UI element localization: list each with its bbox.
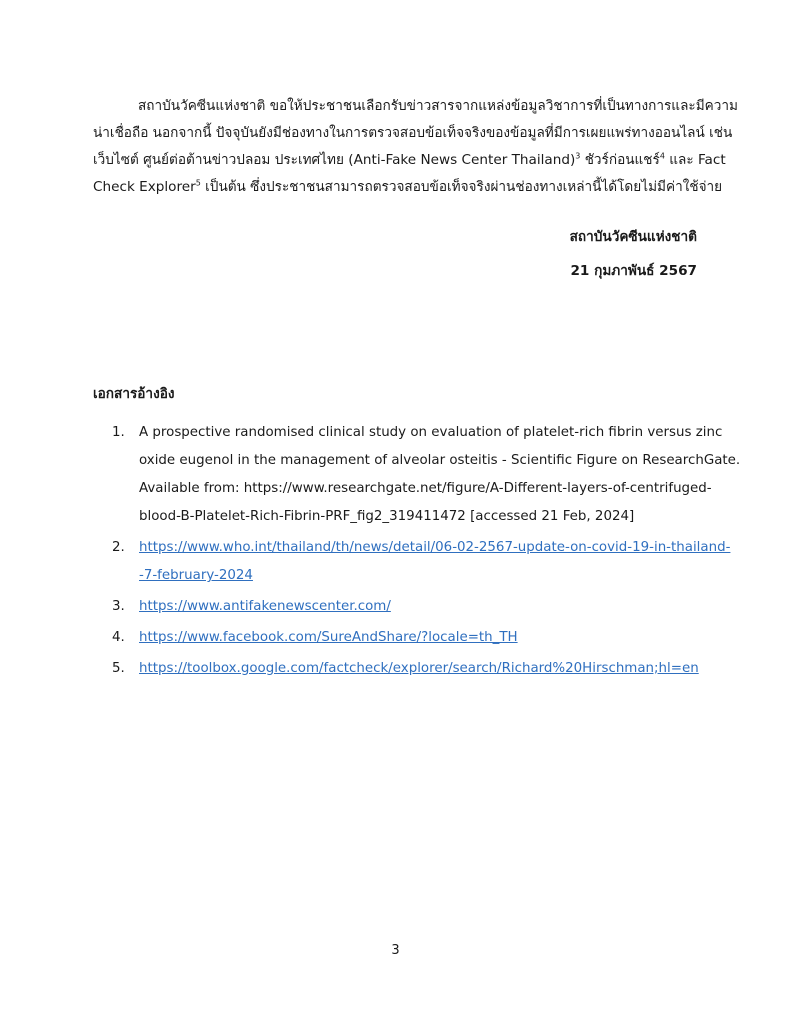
footnote-marker-3: 3 [575, 151, 581, 161]
reference-item-5 [112, 655, 698, 683]
reference-text [139, 624, 698, 652]
references-heading: เอกสารอ้างอิง [93, 386, 175, 402]
reference-item-4 [112, 624, 698, 652]
reference-1-line-4: blood-B-Platelet-Rich-Fibrin-PRF_fig2_319411472 [accessed 21 Feb, 2024] [139, 509, 635, 524]
reference-number: 1. [112, 425, 125, 440]
reference-1-line-2: oxide eugenol in the management of alveolar osteitis - Scientific Figure on ResearchGate. [139, 453, 741, 468]
reference-number: 3. [112, 599, 125, 614]
footnote-marker-4: 4 [659, 151, 665, 161]
reference-link-facebook[interactable]: https://www.facebook.com/SureAndShare/?locale=th_TH [139, 630, 518, 645]
reference-text [139, 593, 698, 621]
page-number: 3 [391, 943, 400, 958]
reference-text [139, 655, 698, 683]
reference-item-3 [112, 593, 698, 621]
reference-text [139, 419, 741, 531]
references-list [112, 419, 741, 686]
reference-item-2 [112, 534, 731, 590]
reference-link-google-factcheck[interactable]: https://toolbox.google.com/factcheck/explorer/search/Richard%20Hirschman;hl=en [139, 661, 699, 676]
paragraph-line-2: น่าเชื่อถือ นอกจากนี้ ปัจจุบันยังมีช่องทางในการตรวจสอบข้อเท็จจริงของข้อมูลที่มีการเผยแพร่ทางออนไลน์ เช่น [93, 125, 733, 141]
reference-link-antifakenews[interactable]: https://www.antifakenewscenter.com/ [139, 599, 391, 614]
reference-number: 2. [112, 540, 125, 555]
paragraph-line-3-part-a: เว็บไซต์ ศูนย์ต่อต้านข่าวปลอม ประเทศไทย (Anti-Fake News Center Thailand) [93, 152, 576, 168]
reference-1-line-1: A prospective randomised clinical study on evaluation of platelet-rich fibrin versus zinc [139, 425, 723, 440]
reference-link-who[interactable] [139, 534, 731, 590]
footnote-marker-5: 5 [195, 178, 201, 188]
paragraph-line-3-part-b: ชัวร์ก่อนแชร์ [580, 152, 660, 168]
paragraph-line-4-part-a: Check Explorer [93, 179, 196, 195]
paragraph-line-4 [93, 174, 723, 201]
signature-date: 21 กุมภาพันธ์ 2567 [570, 263, 697, 279]
reference-item-1 [112, 419, 741, 531]
signature-organization: สถาบันวัคซีนแห่งชาติ [569, 229, 697, 245]
reference-number: 4. [112, 630, 125, 645]
paragraph-line-4-part-b: เป็นต้น ซึ่งประชาชนสามารถตรวจสอบข้อเท็จจริงผ่านช่องทางเหล่านี้ได้โดยไม่มีค่าใช้จ่าย [200, 179, 723, 195]
body-paragraph [93, 93, 738, 201]
reference-2-line-1[interactable]: https://www.who.int/thailand/th/news/detail/06-02-2567-update-on-covid-19-in-thailand- [139, 540, 731, 555]
reference-1-line-3: Available from: https://www.researchgate.net/figure/A-Different-layers-of-centrifuged- [139, 481, 712, 496]
paragraph-line-3 [93, 147, 726, 174]
paragraph-line-3-part-c: และ Fact [664, 152, 726, 168]
reference-2-line-2[interactable]: -7-february-2024 [139, 568, 253, 583]
reference-number: 5. [112, 661, 125, 676]
paragraph-line-1: สถาบันวัคซีนแห่งชาติ ขอให้ประชาชนเลือกรับข่าวสารจากแหล่งข้อมูลวิชาการที่เป็นทางการและมีความ [138, 98, 738, 114]
